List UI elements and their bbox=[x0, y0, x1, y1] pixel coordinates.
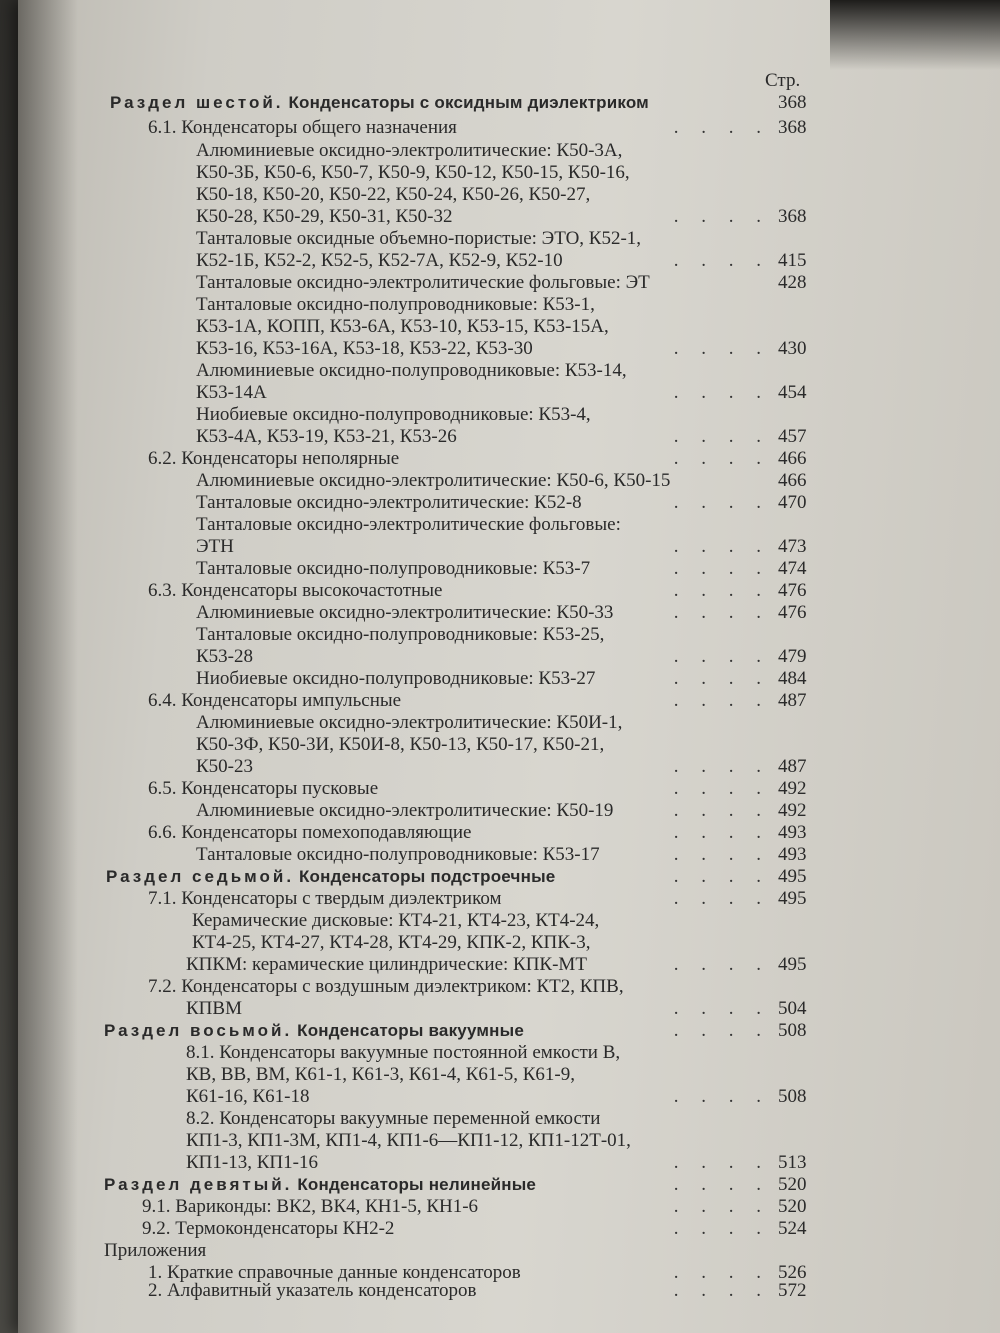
section-label: Раздел девятый. bbox=[104, 1175, 293, 1194]
dot-leader: . . . . bbox=[673, 1280, 770, 1301]
dot-leader: . . . . bbox=[673, 756, 770, 777]
entry-text: Приложения bbox=[104, 1240, 207, 1261]
entry-text: К53-16, К53-16А, К53-18, К53-22, К53-30 bbox=[196, 338, 533, 359]
dot-leader: . . . . bbox=[673, 558, 770, 579]
entry-text: 8.2. Конденсаторы вакуумные переменной емкости bbox=[186, 1108, 601, 1129]
toc-entry-title bbox=[196, 756, 253, 778]
toc-entry-l19 bbox=[0, 558, 1000, 580]
page-number: 457 bbox=[778, 426, 807, 447]
toc-entry-l18 bbox=[0, 536, 1000, 558]
page-number: 368 bbox=[778, 206, 807, 227]
toc-entry-title bbox=[196, 492, 582, 514]
page-number: 487 bbox=[778, 690, 807, 711]
toc-entry-title bbox=[142, 1218, 394, 1240]
toc-entry-title bbox=[148, 976, 624, 998]
dot-leader: . . . . bbox=[673, 1086, 770, 1107]
toc-entry-title bbox=[192, 910, 599, 932]
page-number: 415 bbox=[778, 250, 807, 271]
entry-text: КТ4-25, КТ4-27, КТ4-28, КТ4-29, КПК-2, КПК-3, bbox=[192, 932, 591, 953]
page-number: 476 bbox=[778, 580, 807, 601]
toc-entry-6-3 bbox=[0, 580, 1000, 602]
toc-entry-title bbox=[196, 294, 595, 316]
entry-text: Алюминиевые оксидно-электролитические: К50-3А, bbox=[196, 140, 623, 161]
toc-entry-l8 bbox=[0, 294, 1000, 316]
page-number: 495 bbox=[778, 954, 807, 975]
toc-entry-s6 bbox=[0, 92, 1000, 114]
toc-entry-6-4 bbox=[0, 690, 1000, 712]
entry-text: Алюминиевые оксидно-электролитические: К50-19 bbox=[196, 800, 614, 821]
dot-leader: . . . . bbox=[673, 800, 770, 821]
page-number: 428 bbox=[778, 272, 807, 293]
toc-entry-title bbox=[148, 888, 502, 910]
section-label: Раздел шестой. bbox=[110, 93, 284, 112]
toc-entry-l33 bbox=[0, 1064, 1000, 1086]
toc-entry-title bbox=[148, 778, 378, 800]
toc-entry-title bbox=[196, 734, 604, 756]
entry-text: Танталовые оксидно-электролитические: К52-8 bbox=[196, 492, 582, 513]
toc-entry-app bbox=[0, 1240, 1000, 1262]
entry-text: КП1-3, КП1-3М, КП1-4, КП1-6—КП1-12, КП1-12Т-01, bbox=[186, 1130, 631, 1151]
toc-entry-l24 bbox=[0, 712, 1000, 734]
entry-text: Танталовые оксидно-полупроводниковые: К53-25, bbox=[196, 624, 605, 645]
toc-entry-6-5 bbox=[0, 778, 1000, 800]
toc-entry-l6 bbox=[0, 250, 1000, 272]
toc-entry-title bbox=[196, 536, 234, 558]
entry-text: Конденсаторы с оксидным диэлектриком bbox=[283, 93, 649, 112]
entry-text: К50-3Б, К50-6, К50-7, К50-9, К50-12, К50-15, К50-16, bbox=[196, 162, 630, 183]
dot-leader: . . . . bbox=[673, 1020, 770, 1041]
page-number: 487 bbox=[778, 756, 807, 777]
toc-entry-title bbox=[148, 448, 399, 470]
dot-leader: . . . . bbox=[673, 1262, 770, 1283]
dot-leader: . . . . bbox=[673, 206, 770, 227]
toc-entry-9-2 bbox=[0, 1218, 1000, 1240]
dot-leader: . . . . bbox=[673, 668, 770, 689]
toc-entry-title bbox=[196, 602, 613, 624]
toc-entry-title bbox=[196, 800, 613, 822]
dot-leader: . . . . bbox=[673, 492, 770, 513]
toc-entry-title bbox=[148, 822, 471, 844]
toc-entry-l35 bbox=[0, 1130, 1000, 1152]
toc-entry-l16 bbox=[0, 492, 1000, 514]
toc-entry-8-2 bbox=[0, 1108, 1000, 1130]
page-number: 508 bbox=[778, 1020, 807, 1041]
dot-leader: . . . . bbox=[673, 778, 770, 799]
entry-text: К61-16, К61-18 bbox=[186, 1086, 310, 1107]
toc-entry-title bbox=[142, 1196, 478, 1218]
page-number: 474 bbox=[778, 558, 807, 579]
page-number: 492 bbox=[778, 800, 807, 821]
toc-entry-title bbox=[186, 954, 587, 976]
entry-text: Алюминиевые оксидно-электролитические: К50-6, К50-15 bbox=[196, 470, 671, 491]
toc-entry-title bbox=[196, 712, 622, 734]
section-label: Раздел седьмой. bbox=[106, 867, 295, 886]
dot-leader: . . . . bbox=[673, 822, 770, 843]
page-number: 430 bbox=[778, 338, 807, 359]
page-number: 572 bbox=[778, 1280, 807, 1301]
entry-text: Танталовые оксидные объемно-пористые: ЭТО, К52-1, bbox=[196, 228, 642, 249]
toc-entry-title bbox=[196, 140, 622, 162]
toc-entry-l5 bbox=[0, 228, 1000, 250]
toc-entry-title bbox=[186, 1108, 600, 1130]
entry-text: 9.2. Термоконденсаторы КН2-2 bbox=[142, 1218, 395, 1239]
entry-text: Танталовые оксидно-полупроводниковые: К53-7 bbox=[196, 558, 591, 579]
dot-leader: . . . . bbox=[673, 338, 770, 359]
toc-entry-title bbox=[196, 338, 533, 360]
dot-leader: . . . . bbox=[673, 1174, 770, 1195]
entry-text: Танталовые оксидно-полупроводниковые: К53-1, bbox=[196, 294, 595, 315]
dot-leader: . . . . bbox=[673, 690, 770, 711]
entry-text: К53-4А, К53-19, К53-21, К53-26 bbox=[196, 426, 457, 447]
entry-text: 7.2. Конденсаторы с воздушным диэлектриком: КТ2, КПВ, bbox=[148, 976, 624, 997]
page-number: 520 bbox=[778, 1174, 807, 1195]
toc-entry-9-1 bbox=[0, 1196, 1000, 1218]
toc-entry-title bbox=[196, 646, 253, 668]
entry-text: 6.5. Конденсаторы пусковые bbox=[148, 778, 379, 799]
toc-entry-title bbox=[104, 1240, 206, 1262]
toc-entry-7-1 bbox=[0, 888, 1000, 910]
entry-text: КПКМ: керамические цилиндрические: КПК-МТ bbox=[186, 954, 587, 975]
toc-entry-title bbox=[192, 932, 590, 954]
page-number: 493 bbox=[778, 822, 807, 843]
toc-entry-l11 bbox=[0, 360, 1000, 382]
entry-text: 6.4. Конденсаторы импульсные bbox=[148, 690, 402, 711]
entry-text: КВ, ВВ, ВМ, К61-1, К61-3, К61-4, К61-5, К61-9, bbox=[186, 1064, 576, 1085]
toc-entry-6-6 bbox=[0, 822, 1000, 844]
toc-entry-title bbox=[196, 360, 627, 382]
toc-entry-l1 bbox=[0, 140, 1000, 162]
toc-entry-title bbox=[196, 514, 621, 536]
toc-entry-l7 bbox=[0, 272, 1000, 294]
toc-entry-title bbox=[196, 382, 267, 404]
entry-text: 2. Алфавитный указатель конденсаторов bbox=[148, 1280, 477, 1301]
entry-text: КПВМ bbox=[186, 998, 242, 1019]
toc-entry-l9 bbox=[0, 316, 1000, 338]
dot-leader: . . . . bbox=[673, 646, 770, 667]
toc-entry-a2 bbox=[0, 1280, 1000, 1302]
toc-entry-l17 bbox=[0, 514, 1000, 536]
toc-entry-title bbox=[148, 117, 457, 139]
toc-entry-title bbox=[106, 866, 555, 888]
toc-entry-6-1 bbox=[0, 117, 1000, 139]
entry-text: 9.1. Вариконды: ВК2, ВК4, КН1-5, КН1-6 bbox=[142, 1196, 479, 1217]
toc-entry-l20 bbox=[0, 602, 1000, 624]
toc-entry-l2 bbox=[0, 162, 1000, 184]
toc-entry-title bbox=[186, 1086, 310, 1108]
dot-leader: . . . . bbox=[673, 998, 770, 1019]
dot-leader: . . . . bbox=[673, 844, 770, 865]
toc-entry-6-2 bbox=[0, 448, 1000, 470]
toc-entry-title bbox=[196, 316, 609, 338]
toc-entry-title bbox=[196, 470, 670, 492]
page-number: 495 bbox=[778, 888, 807, 909]
page-number: 504 bbox=[778, 998, 807, 1019]
page-number: 508 bbox=[778, 1086, 807, 1107]
toc-entry-title bbox=[186, 1130, 631, 1152]
dot-leader: . . . . bbox=[673, 1196, 770, 1217]
toc-entry-l32 bbox=[0, 998, 1000, 1020]
toc-entry-l25 bbox=[0, 734, 1000, 756]
page-number: 470 bbox=[778, 492, 807, 513]
entry-text: 6.2. Конденсаторы неполярные bbox=[148, 448, 400, 469]
entry-text: Керамические дисковые: КТ4-21, КТ4-23, КТ4-24, bbox=[192, 910, 600, 931]
entry-text: 1. Краткие справочные данные конденсаторов bbox=[148, 1262, 521, 1283]
entry-text: Алюминиевые оксидно-электролитические: К50-33 bbox=[196, 602, 614, 623]
entry-text: Танталовые оксидно-полупроводниковые: К53-17 bbox=[196, 844, 600, 865]
toc-entry-l22 bbox=[0, 646, 1000, 668]
page-number: 493 bbox=[778, 844, 807, 865]
toc-entry-title bbox=[196, 228, 641, 250]
toc-entry-title bbox=[186, 1042, 620, 1064]
entry-text: Конденсаторы вакуумные bbox=[292, 1021, 524, 1040]
page-number: 524 bbox=[778, 1218, 807, 1239]
entry-text: 8.1. Конденсаторы вакуумные постоянной емкости В, bbox=[186, 1042, 621, 1063]
entry-text: Ниобиевые оксидно-полупроводниковые: К53-4, bbox=[196, 404, 591, 425]
entry-text: Алюминиевые оксидно-электролитические: К50И-1, bbox=[196, 712, 623, 733]
entry-text: К53-1А, КОПП, К53-6А, К53-10, К53-15, К53-15А, bbox=[196, 316, 609, 337]
entry-text: Конденсаторы нелинейные bbox=[292, 1175, 537, 1194]
toc-entry-l21 bbox=[0, 624, 1000, 646]
entry-text: К53-28 bbox=[196, 646, 253, 667]
entry-text: К50-18, К50-20, К50-22, К50-24, К50-26, К50-27, bbox=[196, 184, 591, 205]
toc-entry-l23 bbox=[0, 668, 1000, 690]
toc-entry-title bbox=[186, 1152, 318, 1174]
toc-entry-l10 bbox=[0, 338, 1000, 360]
toc-entry-title bbox=[186, 1064, 575, 1086]
entry-text: 6.3. Конденсаторы высокочастотные bbox=[148, 580, 443, 601]
entry-text: Ниобиевые оксидно-полупроводниковые: К53-27 bbox=[196, 668, 596, 689]
toc-entry-l36 bbox=[0, 1152, 1000, 1174]
entry-text: 6.1. Конденсаторы общего назначения bbox=[148, 117, 457, 138]
toc-entry-title bbox=[104, 1174, 536, 1196]
dot-leader: . . . . bbox=[673, 954, 770, 975]
toc-entry-l31 bbox=[0, 954, 1000, 976]
page-number: 513 bbox=[778, 1152, 807, 1173]
page-number: 492 bbox=[778, 778, 807, 799]
dot-leader: . . . . bbox=[673, 382, 770, 403]
toc-entry-title bbox=[196, 250, 563, 272]
page-number: 466 bbox=[778, 448, 807, 469]
toc-entry-8-1 bbox=[0, 1042, 1000, 1064]
entry-text: К53-14А bbox=[196, 382, 267, 403]
toc-entry-l34 bbox=[0, 1086, 1000, 1108]
toc-entry-l12 bbox=[0, 382, 1000, 404]
entry-text: Танталовые оксидно-электролитические фольговые: ЭТ bbox=[196, 272, 650, 293]
toc-entry-title bbox=[196, 272, 650, 294]
toc-entry-l15 bbox=[0, 470, 1000, 492]
toc-entry-l13 bbox=[0, 404, 1000, 426]
toc-entry-title bbox=[110, 92, 649, 114]
dot-leader: . . . . bbox=[673, 426, 770, 447]
section-label: Раздел восьмой. bbox=[104, 1021, 293, 1040]
entry-text: Танталовые оксидно-электролитические фольговые: bbox=[196, 514, 621, 535]
page-number: 495 bbox=[778, 866, 807, 887]
dot-leader: . . . . bbox=[673, 536, 770, 557]
entry-text: 6.6. Конденсаторы помехоподавляющие bbox=[148, 822, 472, 843]
page-number: 526 bbox=[778, 1262, 807, 1283]
toc-entry-title bbox=[196, 206, 453, 228]
toc-entry-title bbox=[196, 668, 595, 690]
toc-entry-s9 bbox=[0, 1174, 1000, 1196]
toc-entry-title bbox=[196, 404, 591, 426]
toc-entry-title bbox=[186, 998, 242, 1020]
dot-leader: . . . . bbox=[673, 602, 770, 623]
entry-text: К50-23 bbox=[196, 756, 253, 777]
toc-entry-l26 bbox=[0, 756, 1000, 778]
toc-entry-title bbox=[196, 162, 630, 184]
toc-entry-title bbox=[148, 1280, 477, 1302]
entry-text: Конденсаторы подстроечные bbox=[294, 867, 556, 886]
dot-leader: . . . . bbox=[673, 448, 770, 469]
toc-entry-s8 bbox=[0, 1020, 1000, 1042]
entry-text: КП1-13, КП1-16 bbox=[186, 1152, 318, 1173]
entry-text: Алюминиевые оксидно-полупроводниковые: К53-14, bbox=[196, 360, 627, 381]
toc-entry-l3 bbox=[0, 184, 1000, 206]
page-number: 520 bbox=[778, 1196, 807, 1217]
toc-entry-title bbox=[148, 580, 442, 602]
entry-text: К52-1Б, К52-2, К52-5, К52-7А, К52-9, К52-10 bbox=[196, 250, 563, 271]
toc-entry-title bbox=[104, 1020, 524, 1042]
page-number: 476 bbox=[778, 602, 807, 623]
toc-entry-title bbox=[196, 624, 604, 646]
dot-leader: . . . . bbox=[673, 888, 770, 909]
toc-entry-title bbox=[196, 426, 457, 448]
toc-entry-l14 bbox=[0, 426, 1000, 448]
page-number: 473 bbox=[778, 536, 807, 557]
toc-entry-l28 bbox=[0, 844, 1000, 866]
dot-leader: . . . . bbox=[673, 1218, 770, 1239]
page-number: 479 bbox=[778, 646, 807, 667]
toc-entry-l27 bbox=[0, 800, 1000, 822]
toc-entry-l29 bbox=[0, 910, 1000, 932]
page-number: 484 bbox=[778, 668, 807, 689]
entry-text: К50-3Ф, К50-3И, К50И-8, К50-13, К50-17, К50-21, bbox=[196, 734, 605, 755]
page-column-header: Стр. bbox=[765, 70, 801, 91]
dot-leader: . . . . bbox=[673, 1152, 770, 1173]
toc-entry-l30 bbox=[0, 932, 1000, 954]
dot-leader: . . . . bbox=[673, 250, 770, 271]
dot-leader: . . . . bbox=[673, 580, 770, 601]
dot-leader: . . . . bbox=[673, 117, 770, 138]
page-number: 368 bbox=[778, 117, 807, 138]
toc-entry-title bbox=[148, 690, 401, 712]
entry-text: К50-28, К50-29, К50-31, К50-32 bbox=[196, 206, 453, 227]
toc-entry-l4 bbox=[0, 206, 1000, 228]
page-number: 368 bbox=[778, 92, 807, 113]
toc-entry-title bbox=[196, 184, 590, 206]
toc-entry-s7 bbox=[0, 866, 1000, 888]
entry-text: ЭТН bbox=[196, 536, 234, 557]
page-number: 454 bbox=[778, 382, 807, 403]
toc-entry-title bbox=[196, 844, 600, 866]
toc-entry-7-2 bbox=[0, 976, 1000, 998]
page-number: 466 bbox=[778, 470, 807, 491]
dot-leader: . . . . bbox=[673, 866, 770, 887]
toc-entry-title bbox=[196, 558, 590, 580]
entry-text: 7.1. Конденсаторы с твердым диэлектриком bbox=[148, 888, 502, 909]
